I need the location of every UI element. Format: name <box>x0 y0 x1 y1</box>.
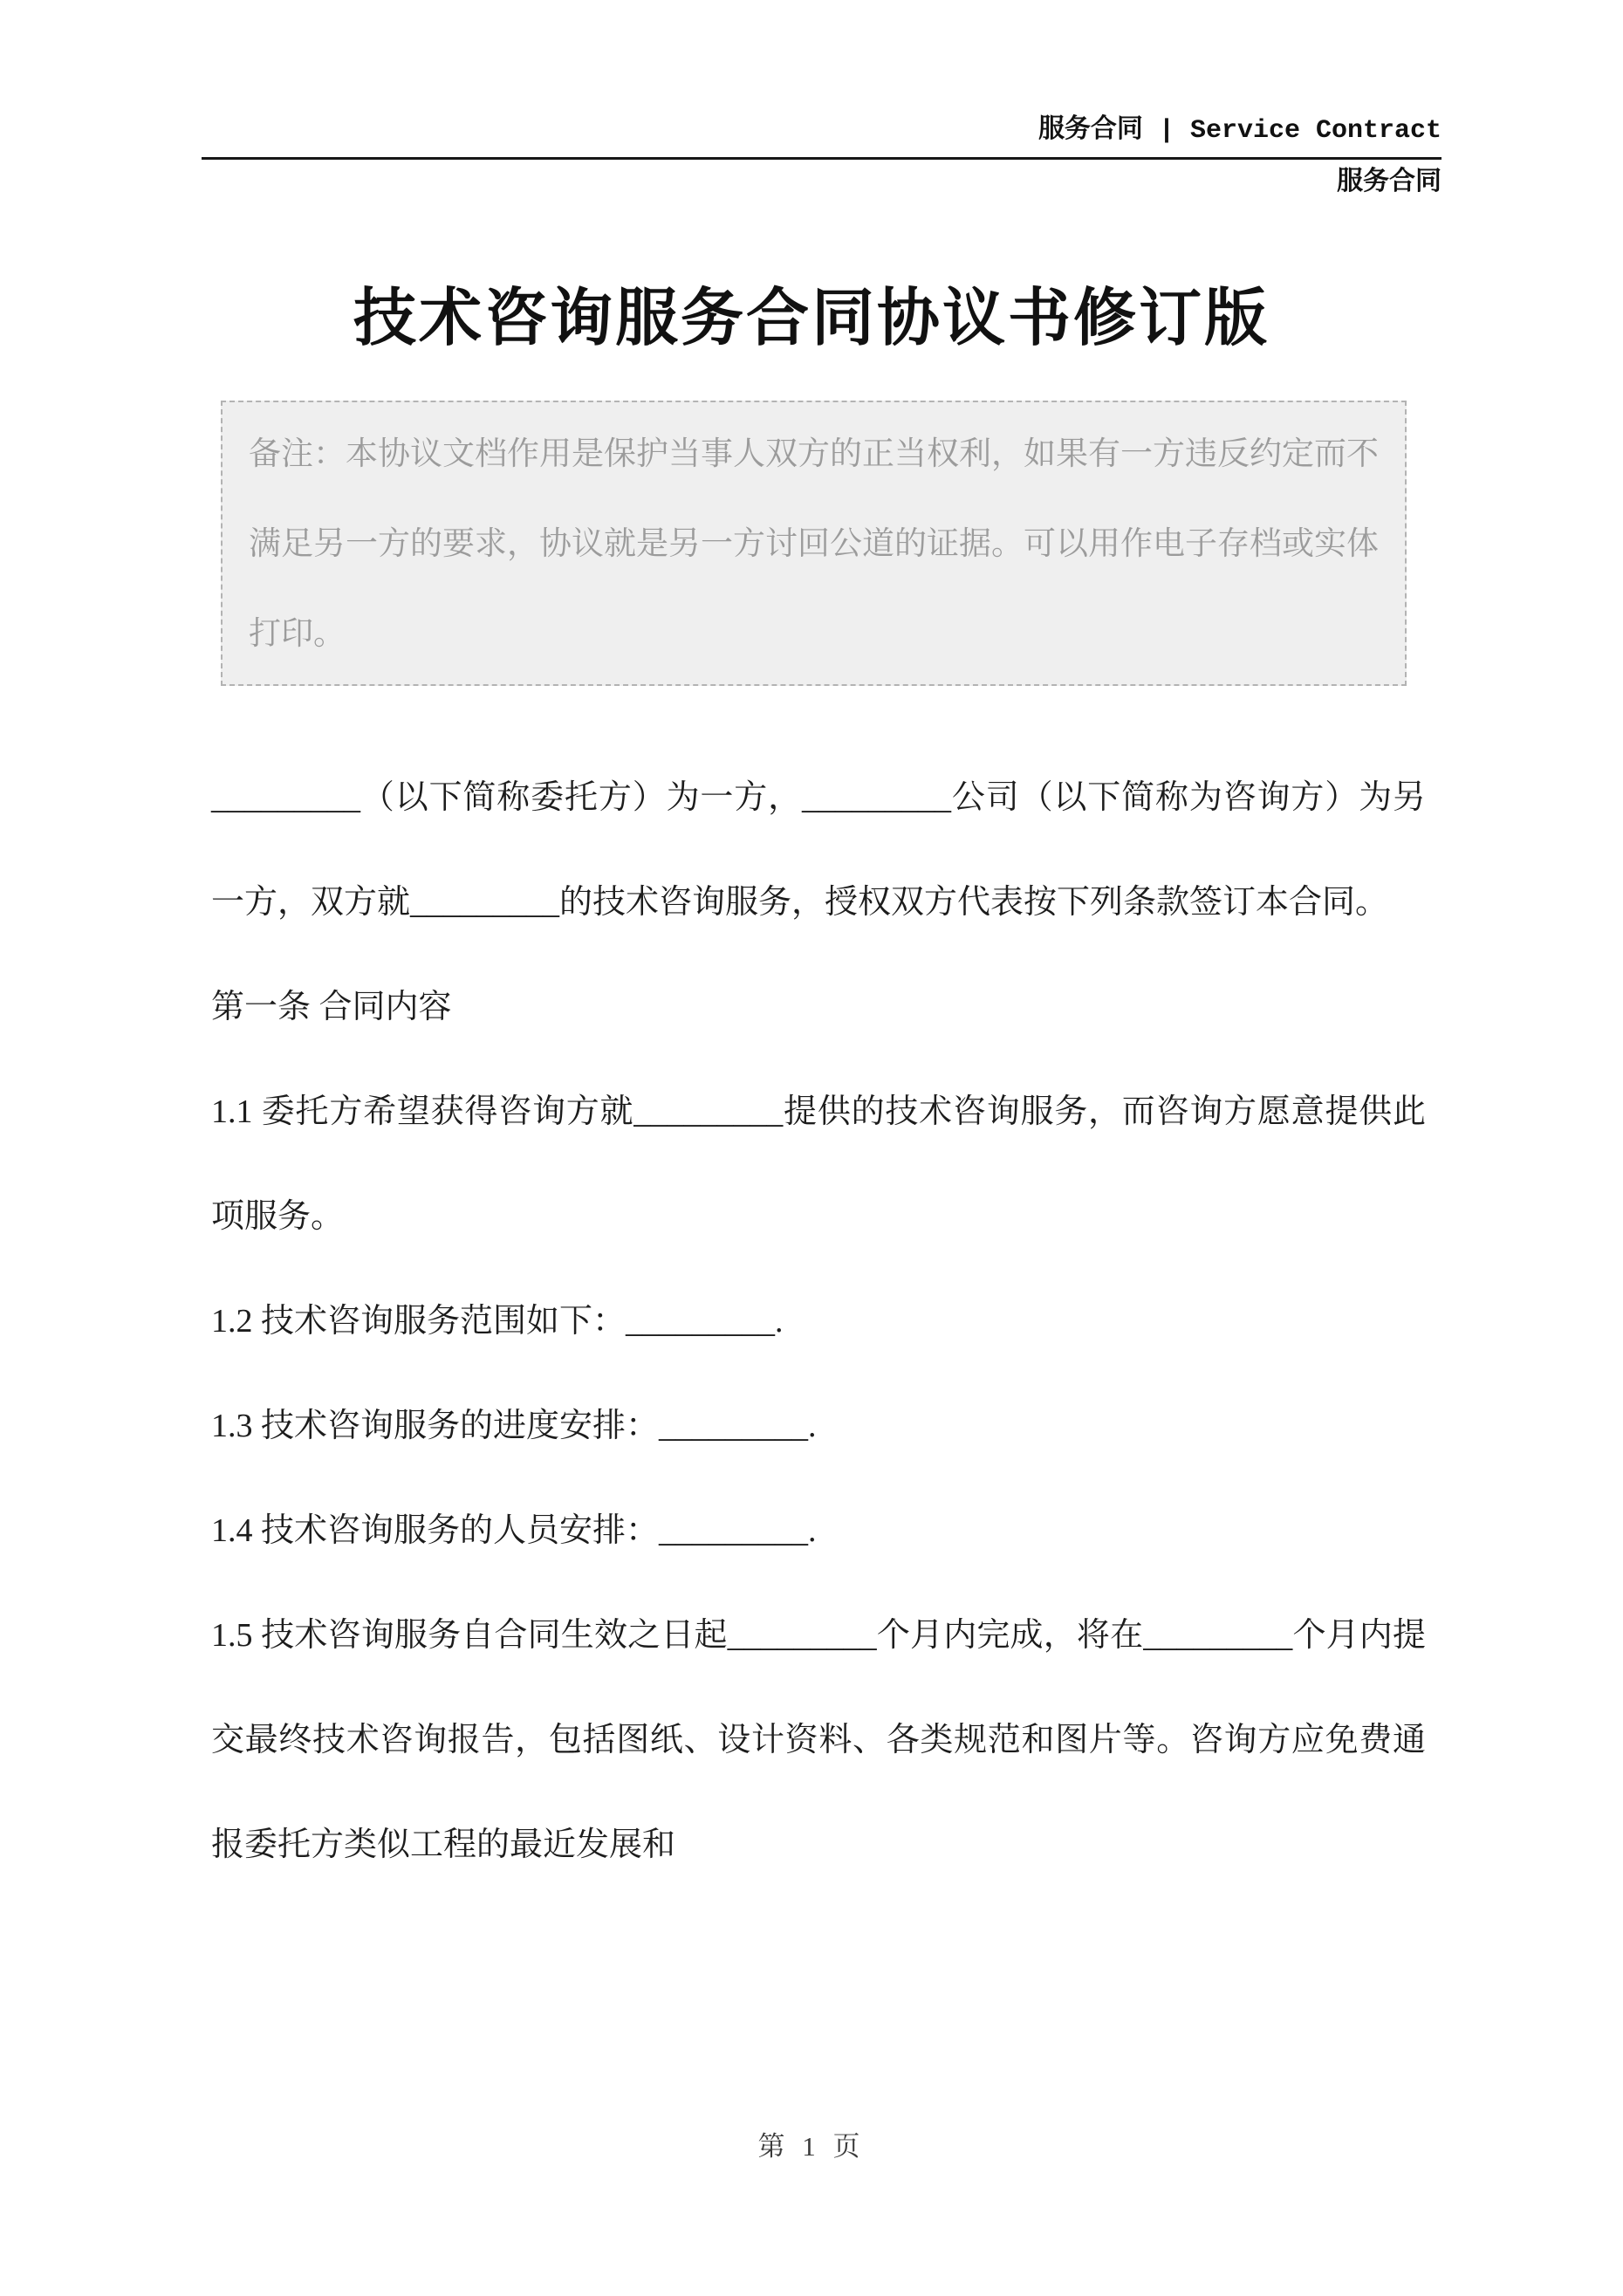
document-title: 技术咨询服务合同协议书修订版 <box>353 284 1270 353</box>
document-body <box>211 745 1426 1897</box>
clause-1-2: 1.2 技术咨询服务范围如下：_________. <box>211 1303 784 1340</box>
clause-1-1: 1.1 委托方希望获得咨询方就_________提供的技术咨询服务，而咨询方愿意提供此项服务。 <box>211 1093 1426 1235</box>
page-header <box>202 113 1442 200</box>
page-number-label: 第 1 页 <box>757 2131 866 2162</box>
note-text: 备注：本协议文档作用是保护当事人双方的正当权利，如果有一方违反约定而不满足另一方的要求，协议就是另一方讨回公道的证据。可以用作电子存档或实体打印。 <box>249 436 1379 652</box>
clause-1-5: 1.5 技术咨询服务自合同生效之日起_________个月内完成，将在_________个月内提交最终技术咨询报告，包括图纸、设计资料、各类规范和图片等。咨询方应免费通报委托方类似工程的最近发展和 <box>211 1617 1426 1863</box>
page-footer <box>0 2124 1623 2163</box>
section-heading-article-1: 第一条 合同内容 <box>211 989 452 1025</box>
clause-1-4: 1.4 技术咨询服务的人员安排：_________. <box>211 1512 817 1549</box>
clause-1-3: 1.3 技术咨询服务的进度安排：_________. <box>211 1408 817 1444</box>
header-brand-line: 服务合同 | Service Contract <box>202 113 1442 160</box>
note-box <box>221 401 1407 686</box>
header-doc-type: 服务合同 <box>1337 167 1442 195</box>
paragraph-parties-intro: _________（以下简称委托方）为一方，_________公司（以下简称为咨询方）为另一方，双方就_________的技术咨询服务，授权双方代表按下列条款签订本合同。 <box>211 779 1426 921</box>
